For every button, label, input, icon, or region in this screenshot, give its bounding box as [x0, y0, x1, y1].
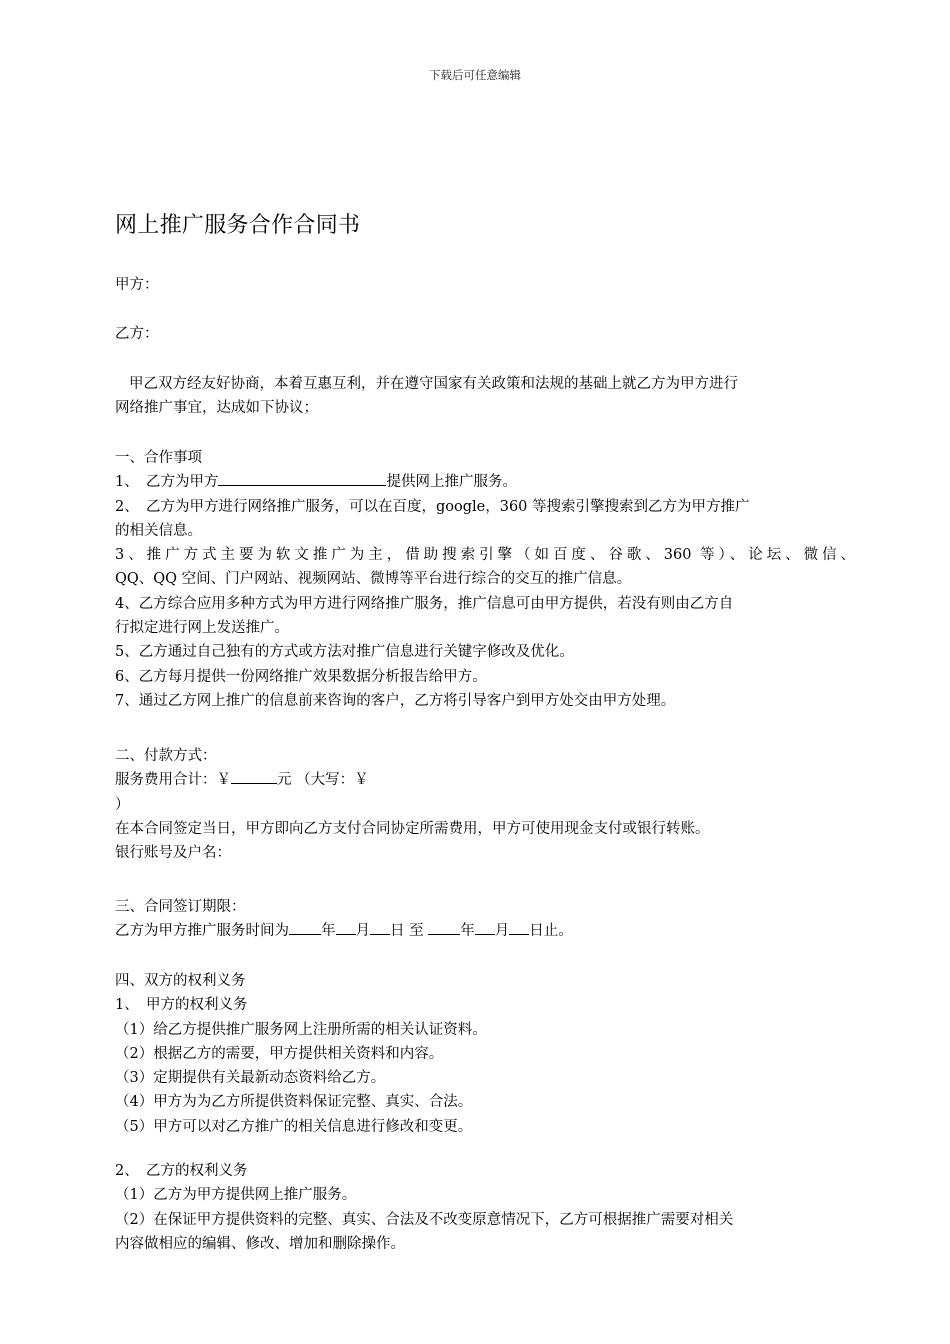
to-label: 至: [404, 923, 429, 940]
section1-item-1: [115, 470, 855, 494]
section1-item-4-line-2: 行拟定进行网上发送推广。: [115, 620, 289, 637]
section1-item-2-line-2: 的相关信息。: [115, 522, 202, 539]
blank-field-end-month[interactable]: [475, 919, 495, 935]
blank-field-start-day[interactable]: [370, 919, 390, 935]
party-b-rights-heading: 2、 乙方的权利义务: [115, 1163, 248, 1180]
blank-field-party[interactable]: [218, 470, 386, 486]
section1-item-2-line-1: 2、 乙方为甲方进行网络推广服务，可以在百度，google，360 等搜索引擎搜索到乙方为甲方推广: [115, 498, 750, 515]
section1-item-5: 5、乙方通过自己独有的方式或方法对推广信息进行关键字修改及优化。: [115, 644, 574, 661]
party-a-right-2: （2）根据乙方的需要，甲方提供相关资料和内容。: [115, 1045, 444, 1062]
bank-account-label: 银行账号及户名：: [115, 845, 231, 862]
fee-mid: 元 （大写：￥: [277, 772, 369, 789]
section2-heading: 二、付款方式：: [115, 748, 217, 764]
header-note: 下载后可任意编辑: [429, 68, 521, 82]
year-label: 年: [321, 923, 336, 940]
year-label-end: 年: [460, 923, 475, 940]
section1-item-6: 6、乙方每月提供一份网络推广效果数据分析报告给甲方。: [115, 668, 487, 685]
month-label: 月: [355, 923, 370, 940]
term-line: [115, 919, 855, 943]
section1-item-3-line-1: 3、推广方式主要为软文推广为主，借助搜索引擎（如百度、谷歌、360 等）、论坛、微信、: [115, 547, 855, 564]
blank-field-start-year[interactable]: [289, 919, 321, 935]
day-end-label: 日止。: [529, 923, 573, 940]
item1-prefix: 1、 乙方为甲方: [115, 474, 219, 491]
section1-item-7: 7、通过乙方网上推广的信息前来咨询的客户，乙方将引导客户到甲方处交由甲方处理。: [115, 692, 676, 709]
blank-field-end-year[interactable]: [428, 919, 460, 935]
section-term: [115, 895, 855, 944]
party-a-label: 甲方：: [115, 277, 159, 293]
party-b-right-1: （1）乙方为甲方提供网上推广服务。: [115, 1187, 357, 1204]
intro-line-1: 甲乙双方经友好协商，本着互惠互利，并在遵守国家有关政策和法规的基础上就乙方为甲方进行: [129, 376, 738, 392]
fee-line: [115, 768, 855, 792]
fee-close: ）: [115, 796, 130, 813]
section1-heading: 一、合作事项: [115, 450, 202, 466]
party-a-rights-heading: 1、 甲方的权利义务: [115, 997, 248, 1014]
item1-suffix: 提供网上推广服务。: [386, 474, 517, 491]
section-cooperation: [115, 446, 855, 713]
party-a-right-1: （1）给乙方提供推广服务网上注册所需的相关认证资料。: [115, 1021, 487, 1038]
section4-heading: 四、双方的权利义务: [115, 973, 246, 989]
party-a-right-4: （4）甲方为为乙方所提供资料保证完整、真实、合法。: [115, 1094, 473, 1111]
party-section: [115, 273, 855, 346]
section3-heading: 三、合同签订期限：: [115, 899, 246, 915]
intro-line-2: 网络推广事宜，达成如下协议；: [115, 400, 318, 417]
section1-item-3-line-2: QQ、QQ 空间、门户网站、视频网站、微博等平台进行综合的交互的推广信息。: [115, 571, 632, 588]
blank-field-fee-amount[interactable]: [231, 768, 277, 784]
intro-paragraph: [115, 372, 855, 421]
blank-field-start-month[interactable]: [336, 919, 356, 935]
party-a-right-3: （3）定期提供有关最新动态资料给乙方。: [115, 1070, 386, 1087]
party-a-right-5: （5）甲方可以对乙方推广的相关信息进行修改和变更。: [115, 1118, 473, 1135]
section-payment: [115, 744, 855, 865]
month-label-end: 月: [494, 923, 510, 940]
fee-prefix: 服务费用合计：￥: [115, 772, 231, 789]
day-label: 日: [390, 923, 405, 940]
section-rights: [115, 969, 855, 1256]
blank-field-end-day[interactable]: [509, 919, 529, 935]
party-b-right-2-line-2: 内容做相应的编辑、修改、增加和删除操作。: [115, 1235, 405, 1252]
party-b-label: 乙方：: [115, 325, 159, 342]
term-prefix: 乙方为甲方推广服务时间为: [115, 923, 289, 940]
document-title: 网上推广服务合作合同书: [115, 213, 361, 238]
party-b-right-2-line-1: （2）在保证甲方提供资料的完整、真实、合法及不改变原意情况下，乙方可根据推广需要对相关: [115, 1211, 734, 1228]
section1-item-4-line-1: 4、乙方综合应用多种方式为甲方进行网络推广服务，推广信息可由甲方提供，若没有则由乙方自: [115, 595, 734, 612]
payment-terms: 在本合同签定当日，甲方即向乙方支付合同协定所需费用，甲方可使用现金支付或银行转账。: [115, 820, 710, 837]
